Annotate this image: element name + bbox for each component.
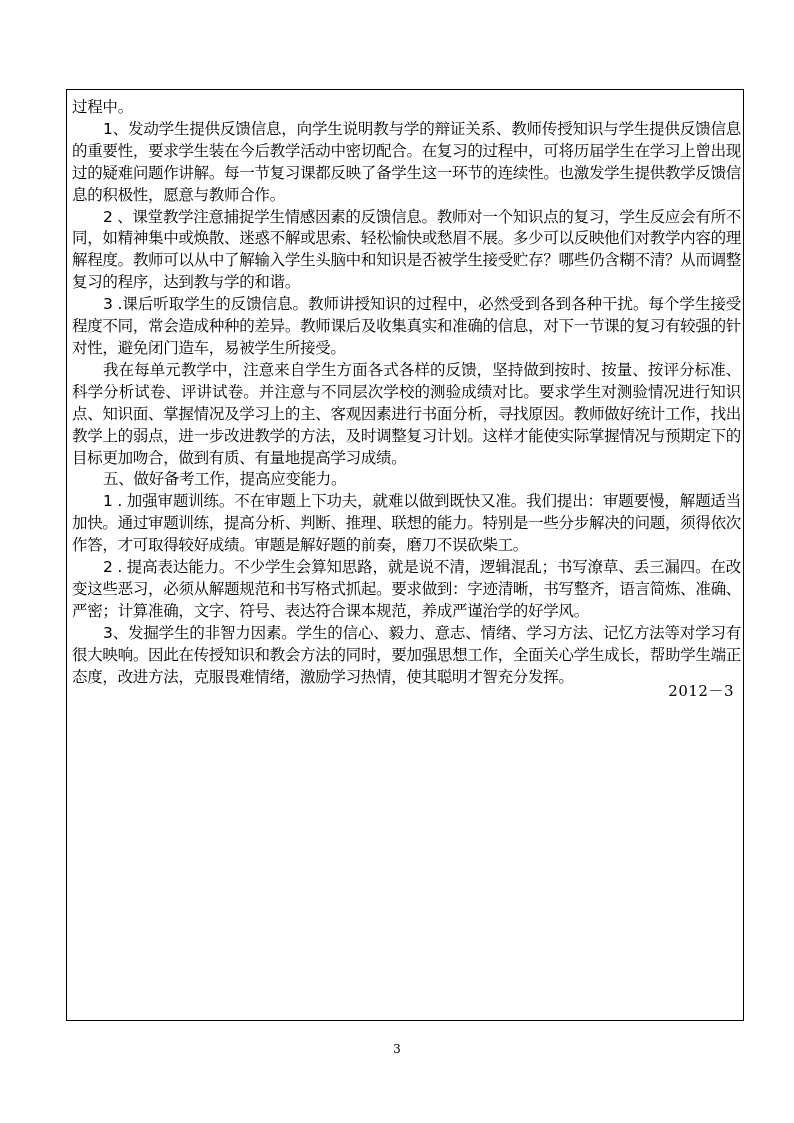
paragraph-non-intellectual: 3、发掘学生的非智力因素。学生的信心、毅力、意志、情绪、学习方法、记忆方法等对学习有很大映响。因此在传授知识和教会方法的同时，要加强思想工作，全面关心学生成长，帮助学生端正态度，改进方法，克服畏难情绪，激励学习热情，使其聪明才智充分发挥。	[72, 623, 741, 686]
paragraph-exam-training: 1 . 加强审题训练。不在审题上下功夫，就难以做到既快又准。我们提出：审题要慢，解题适当加快。通过审题训练，提高分析、判断、推理、联想的能力。特别是一些分步解决的问题，须得依次作答，才可取得较好成绩。审题是解好题的前奏，磨刀不误砍柴工。	[72, 492, 741, 555]
paragraph-continuation: 过程中。	[72, 98, 133, 116]
paragraph-unit-teaching: 我在每单元教学中，注意来自学生方面各式各样的反馈，坚持做到按时、按量、按评分标准、科学分析试卷、评讲试卷。并注意与不同层次学校的测验成绩对比。要求学生对测验情况进行知识点、知识面、掌握情况及学习上的主、客观因素进行书面分析，寻找原因。教师做好统计工作，找出教学上的弱点，进一步改进教学的方法，及时调整复习计划。这样才能使实际掌握情况与预期定下的目标更加吻合，做到有质、有量地提高学习成绩。	[72, 360, 741, 467]
paragraph-item-1-feedback: 1、发动学生提供反馈信息，向学生说明教与学的辩证关系、教师传授知识与学生提供反馈信息的重要性，要求学生装在今后教学活动中密切配合。在复习的过程中，可将历届学生在学习上曾出现过的疑难问题作讲解。每一节复习课都反映了备学生这一环节的连续性。也激发学生提供教学反馈信息的积极性，愿意与教师合作。	[72, 119, 741, 204]
document-body	[72, 97, 741, 688]
page-number: 3	[393, 1042, 401, 1056]
paragraph-item-3-after-class: 3 .课后听取学生的反馈信息。教师讲授知识的过程中，必然受到各到各种干扰。每个学生接受程度不同，常会造成种种的差异。教师课后及收集真实和准确的信息，对下一节课的复习有较强的针对性，避免闭门造车，易被学生所接受。	[72, 295, 741, 357]
section-heading-five: 五、做好备考工作，提高应变能力。	[103, 470, 347, 489]
paragraph-item-2-classroom: 2 、课堂教学注意捕捉学生情感因素的反馈信息。教师对一个知识点的复习，学生反应会有所不同，如精神集中或焕散、迷惑不解或思索、轻松愉快或愁眉不展。多少可以反映他们对教学内容的理解程度。教师可以从中了解输入学生头脑中和知识是否被学生接受贮存？哪些仍含糊不清？从而调整复习的程序，达到教与学的和谐。	[72, 207, 741, 292]
paragraph-expression: 2 . 提高表达能力。不少学生会算知思路，就是说不清，逻辑混乱；书写潦草、丢三漏四。在改变这些恶习，必须从解题规范和书写格式抓起。要求做到：字迹清晰，书写整齐，语言简炼、准确、严密；计算准确，文字、符号、表达符合课本规范，养成严谨治学的好学风。	[72, 558, 741, 620]
document-date: 2012－3	[668, 682, 734, 700]
